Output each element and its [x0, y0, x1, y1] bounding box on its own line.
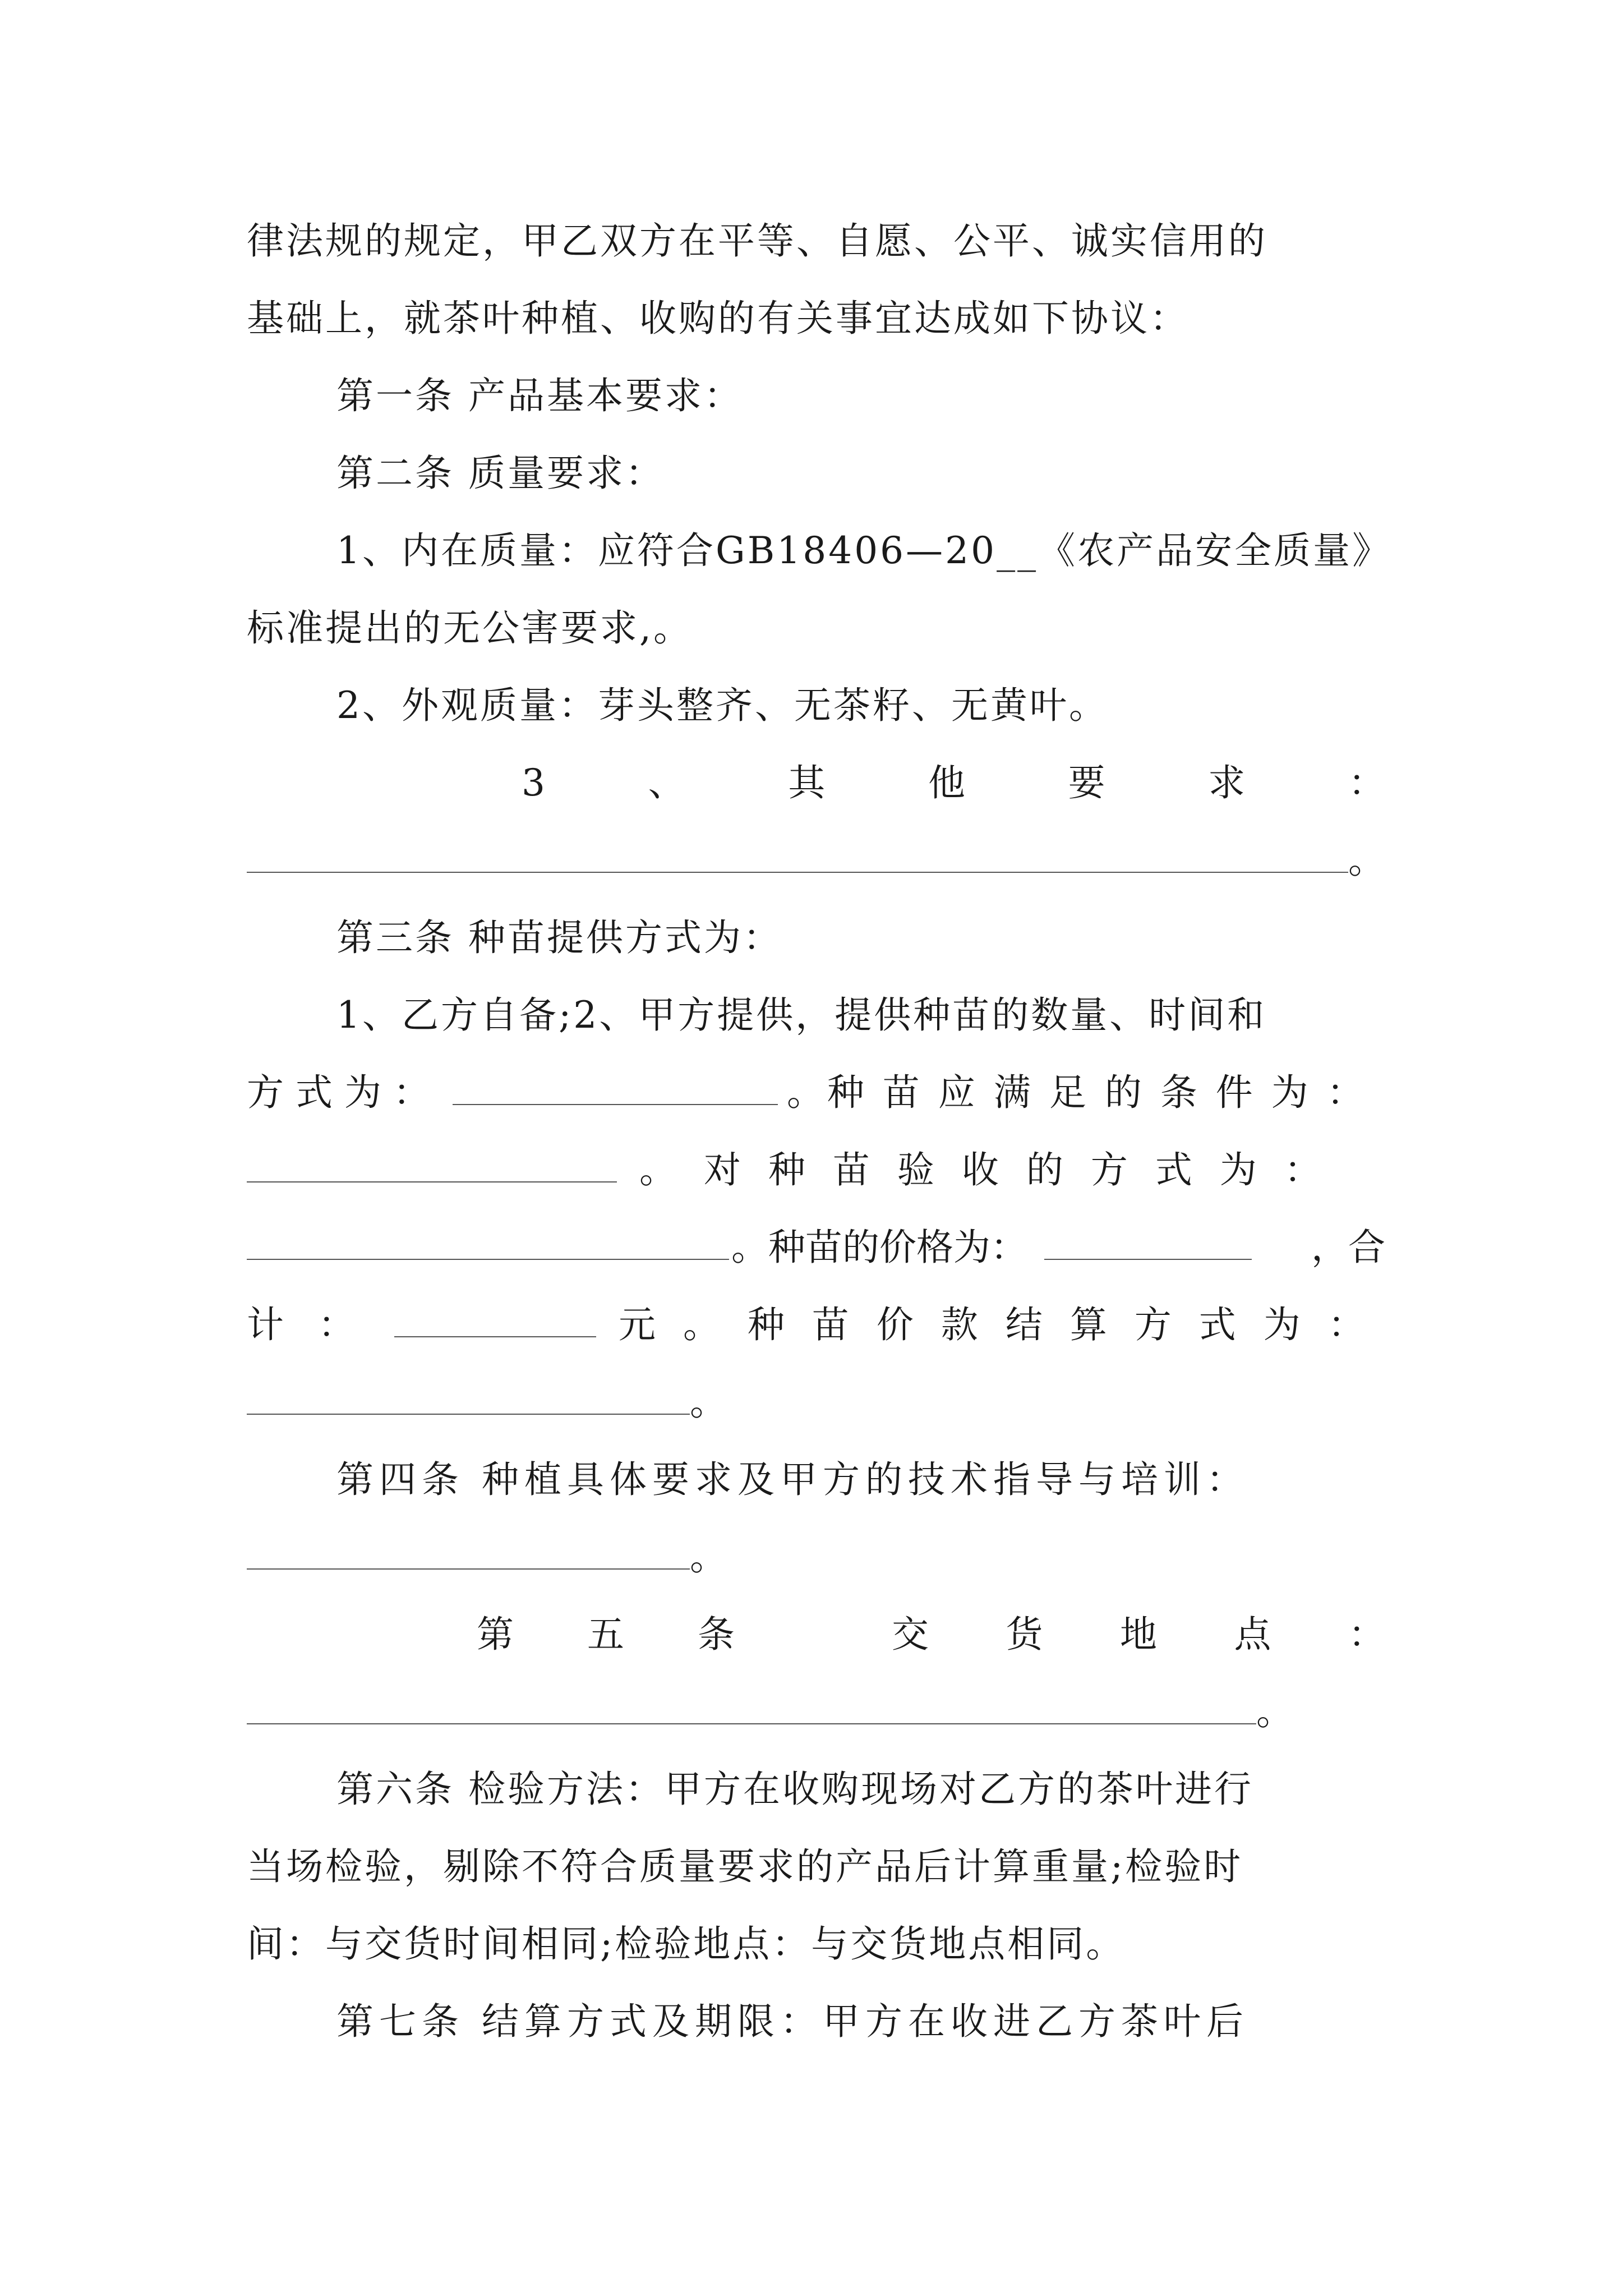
- paragraph-line: [247, 213, 1385, 269]
- label: 。种 苗 应 满 足 的 条 件 为 ：: [786, 1071, 1367, 1114]
- char: 他: [928, 761, 965, 804]
- fill-in-blank[interactable]: [247, 832, 1348, 873]
- char: 求: [1208, 761, 1246, 804]
- inspection-text: 当场检验，剔除不符合质量要求的产品后计算重量;检验时: [247, 1845, 1243, 1888]
- paragraph-line: [247, 1297, 1385, 1353]
- paragraph-line: [247, 600, 1385, 656]
- paragraph-line: [247, 291, 1385, 347]
- article-5-number: [477, 1607, 735, 1663]
- char: 3: [522, 761, 545, 804]
- fill-in-blank[interactable]: [247, 1220, 729, 1260]
- article-3-title: 第三条 种苗提供方式为：: [336, 916, 782, 959]
- paragraph-line: [247, 1916, 1385, 1972]
- period: 。: [690, 1381, 727, 1424]
- quality-item-1-cont: 标准提出的无公害要求,。: [247, 606, 693, 650]
- fill-in-blank[interactable]: [247, 1374, 690, 1415]
- paragraph-line: [336, 987, 1385, 1043]
- blank-line: [247, 1529, 1385, 1585]
- paragraph-line: [336, 678, 1385, 734]
- article-2-title: 第二条 质量要求：: [336, 452, 665, 495]
- other-requirements-label: [522, 755, 1385, 811]
- char: 条: [698, 1613, 735, 1656]
- spread-line: [477, 1607, 1385, 1663]
- char: 点: [1234, 1613, 1271, 1656]
- char: ：: [1348, 761, 1385, 804]
- label: 计 ：: [247, 1303, 366, 1346]
- text-line: 律法规的规定，甲乙双方在平等、自愿、公平、诚实信用的: [247, 219, 1267, 263]
- fill-in-blank[interactable]: [394, 1297, 596, 1337]
- label: 。 对 种 苗 验 收 的 方 式 为 ：: [639, 1148, 1329, 1191]
- char: 交: [892, 1613, 929, 1656]
- char: 地: [1120, 1613, 1157, 1656]
- paragraph-line: [247, 1065, 1385, 1121]
- inspection-text: 间：与交货时间相同;检验地点：与交货地点相同。: [247, 1922, 1126, 1966]
- blank-line: [247, 832, 1385, 889]
- article-heading: [336, 445, 1385, 501]
- paragraph-line: [247, 1220, 1385, 1276]
- paragraph-line: [247, 1142, 1385, 1198]
- article-heading: [336, 1761, 1385, 1818]
- text-line: 基础上，就茶叶种植、收购的有关事宜达成如下协议：: [247, 297, 1189, 340]
- article-6-title: 第六条 检验方法：甲方在收购现场对乙方的茶叶进行: [336, 1768, 1253, 1811]
- blank-line: [247, 1374, 1385, 1430]
- paragraph-line: [247, 1839, 1385, 1895]
- period: 。: [1348, 839, 1385, 882]
- fill-in-blank[interactable]: [1044, 1220, 1252, 1260]
- article-heading: [336, 910, 1385, 966]
- char: 、: [648, 761, 685, 804]
- blank-line: [247, 1684, 1385, 1740]
- period: 。: [690, 1535, 727, 1579]
- label: 元 。 种 苗 价 款 结 算 方 式 为 ：: [618, 1303, 1373, 1346]
- char: 其: [788, 761, 826, 804]
- quality-item-2: 2、外观质量：芽头整齐、无茶籽、无黄叶。: [336, 684, 1108, 727]
- delivery-location-label: [892, 1607, 1385, 1663]
- fill-in-blank[interactable]: [247, 1684, 1256, 1724]
- char: 第: [477, 1613, 514, 1656]
- seedling-supply-options: 1、乙方自备;2、甲方提供，提供种苗的数量、时间和: [336, 993, 1267, 1037]
- char: 五: [587, 1613, 624, 1656]
- quality-item-1: 1、内在质量：应符合GB18406—20__《农产品安全质量》: [336, 529, 1392, 572]
- article-4-title: 第四条 种植具体要求及甲方的技术指导与培训：: [336, 1458, 1249, 1501]
- article-heading: [336, 368, 1385, 424]
- label: 。种苗的价格为：: [731, 1226, 1027, 1269]
- fill-in-blank[interactable]: [247, 1529, 690, 1570]
- char: 要: [1068, 761, 1105, 804]
- article-1-title: 第一条 产品基本要求：: [336, 374, 743, 417]
- char: ：: [1348, 1613, 1385, 1656]
- article-heading: [336, 1994, 1385, 2050]
- period: 。: [1256, 1690, 1293, 1733]
- char: 货: [1006, 1613, 1043, 1656]
- paragraph-line: [336, 523, 1392, 579]
- fill-in-blank[interactable]: [453, 1065, 778, 1105]
- label: 方 式 为 ：: [247, 1071, 430, 1114]
- label: ，合: [1311, 1226, 1385, 1269]
- article-7-title: 第七条 结算方式及期限：甲方在收进乙方茶叶后: [336, 2000, 1249, 2043]
- spread-line: [522, 755, 1385, 811]
- article-heading: [336, 1452, 1385, 1508]
- fill-in-blank[interactable]: [247, 1142, 617, 1182]
